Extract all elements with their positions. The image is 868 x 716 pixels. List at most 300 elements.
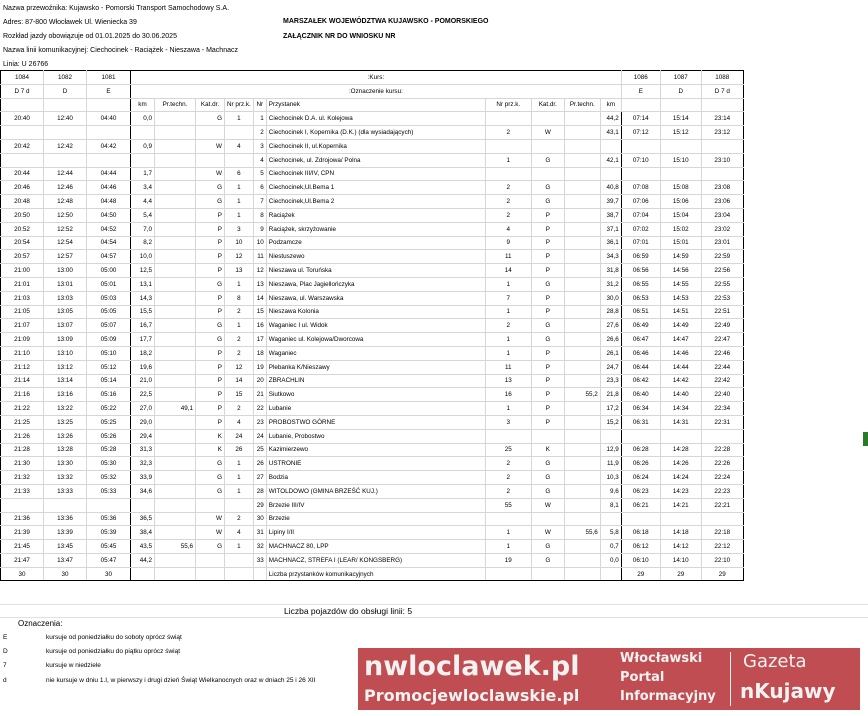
timetable-cell: 21:33 xyxy=(1,484,44,498)
stop-row xyxy=(1,415,744,429)
column-header: Nr xyxy=(253,98,266,112)
legend-text: kursuje w niedziele xyxy=(46,662,101,669)
empty-cell xyxy=(660,98,701,112)
timetable-cell: 05:14 xyxy=(87,374,131,388)
timetable-cell xyxy=(155,208,196,222)
timetable-cell: 20:48 xyxy=(1,195,44,209)
timetable-cell: 5 xyxy=(253,167,266,181)
timetable-cell: G xyxy=(196,484,225,498)
timetable-cell: 05:28 xyxy=(87,443,131,457)
timetable-cell: 21:36 xyxy=(1,512,44,526)
timetable-cell: 14:55 xyxy=(660,277,701,291)
timetable-cell: 23 xyxy=(253,415,266,429)
timetable-cell: 06:40 xyxy=(621,388,660,402)
timetable-cell xyxy=(564,236,600,250)
timetable-cell xyxy=(701,512,743,526)
stop-name: Waganiec xyxy=(266,346,485,360)
timetable-cell: P xyxy=(196,208,225,222)
timetable-cell: 21:14 xyxy=(1,374,44,388)
timetable-cell: 2 xyxy=(225,305,254,319)
gridline xyxy=(0,617,868,618)
timetable-cell: 05:36 xyxy=(87,512,131,526)
timetable-cell: 14:51 xyxy=(660,305,701,319)
timetable-cell: 06:49 xyxy=(621,319,660,333)
column-header: Kat.dr. xyxy=(196,98,225,112)
timetable-cell: 14:23 xyxy=(660,484,701,498)
stop-row xyxy=(1,112,744,126)
timetable-cell: 04:52 xyxy=(87,222,131,236)
timetable-cell: P xyxy=(196,360,225,374)
stop-name: Ciechocinek,Ul.Bema 2 xyxy=(266,195,485,209)
timetable-cell: 55 xyxy=(485,498,531,512)
stop-name: Nieszawa ul. Toruńska xyxy=(266,264,485,278)
timetable-cell: 14:47 xyxy=(660,333,701,347)
timetable-cell: 2 xyxy=(225,333,254,347)
timetable-cell: 05:26 xyxy=(87,429,131,443)
selected-cell-marker xyxy=(863,432,868,446)
timetable-cell: G xyxy=(196,540,225,554)
stop-row xyxy=(1,153,744,167)
timetable-cell: 1 xyxy=(225,471,254,485)
timetable-cell: 28 xyxy=(253,484,266,498)
timetable-cell: 28,8 xyxy=(600,305,621,319)
timetable-cell: 22:28 xyxy=(701,443,743,457)
empty-cell xyxy=(531,567,564,581)
stop-name: Lubanie, Probostwo xyxy=(266,429,485,443)
vehicle-count: Liczba pojazdów do obsługi linii: 5 xyxy=(284,606,413,616)
timetable-cell: 21:03 xyxy=(1,291,44,305)
timetable-cell: P xyxy=(531,305,564,319)
stop-name: MACHNACZ, STREFA I (LEAR/ KONGSBERG) xyxy=(266,553,485,567)
timetable-cell: 12:46 xyxy=(44,181,87,195)
line-name: Nazwa linii komunikacyjnej: Ciechocinek - Raciążek - Nieszawa - Machnacz xyxy=(3,47,238,54)
timetable-cell xyxy=(44,153,87,167)
timetable-cell: 13:07 xyxy=(44,319,87,333)
timetable-cell xyxy=(564,360,600,374)
timetable-cell xyxy=(531,139,564,153)
stop-row xyxy=(1,222,744,236)
timetable-cell: 06:53 xyxy=(621,291,660,305)
stop-row xyxy=(1,512,744,526)
timetable-cell: G xyxy=(196,319,225,333)
timetable-cell: 1 xyxy=(253,112,266,126)
timetable-cell: 06:56 xyxy=(621,264,660,278)
timetable-cell: 20:44 xyxy=(1,167,44,181)
timetable-cell: 23:12 xyxy=(701,126,743,140)
line-number: Linia: U 26766 xyxy=(3,61,49,68)
timetable-cell: 22:26 xyxy=(701,457,743,471)
timetable-cell: 05:00 xyxy=(87,264,131,278)
stop-name: Nieszawa, ul. Warszawska xyxy=(266,291,485,305)
stop-row xyxy=(1,277,744,291)
empty-cell xyxy=(621,98,660,112)
timetable-cell: 05:07 xyxy=(87,319,131,333)
timetable-cell: 21:16 xyxy=(1,388,44,402)
timetable-cell: G xyxy=(196,112,225,126)
timetable-cell: 22:18 xyxy=(701,526,743,540)
timetable-cell: 18 xyxy=(253,346,266,360)
carrier-address: Adres: 87-800 Włocławek Ul. Wieniecka 39 xyxy=(3,19,137,26)
timetable-cell: 15:06 xyxy=(660,195,701,209)
stop-row xyxy=(1,553,744,567)
timetable-cell: 06:51 xyxy=(621,305,660,319)
timetable-cell: 04:48 xyxy=(87,195,131,209)
timetable-cell: 05:22 xyxy=(87,402,131,416)
timetable-cell: 13:09 xyxy=(44,333,87,347)
timetable-cell: 14:10 xyxy=(660,553,701,567)
timetable-cell: 13 xyxy=(253,277,266,291)
timetable-cell: 27,0 xyxy=(131,402,155,416)
timetable-cell xyxy=(155,443,196,457)
timetable-cell xyxy=(155,388,196,402)
timetable-cell: 22:46 xyxy=(701,346,743,360)
timetable-cell xyxy=(87,126,131,140)
timetable-cell xyxy=(621,512,660,526)
timetable-cell: 04:44 xyxy=(87,167,131,181)
timetable-cell: 22:42 xyxy=(701,374,743,388)
timetable-cell xyxy=(564,195,600,209)
timetable-cell: 14:56 xyxy=(660,264,701,278)
timetable-cell xyxy=(196,498,225,512)
timetable-cell: 05:12 xyxy=(87,360,131,374)
timetable-cell: 32 xyxy=(253,540,266,554)
timetable-cell: P xyxy=(531,291,564,305)
timetable-cell: 22:47 xyxy=(701,333,743,347)
timetable-cell: 06:12 xyxy=(621,540,660,554)
timetable-cell: 33 xyxy=(253,553,266,567)
timetable-cell xyxy=(155,222,196,236)
carrier-name: Nazwa przewoźnika: Kujawsko - Pomorski Transport Samochodowy S.A. xyxy=(3,5,230,12)
timetable-cell xyxy=(225,498,254,512)
timetable-cell: 20:42 xyxy=(1,139,44,153)
stop-name: Ciechocinek, ul. Zdrojowa/ Polna xyxy=(266,153,485,167)
timetable-cell: 34,6 xyxy=(131,484,155,498)
timetable-cell: 1 xyxy=(485,526,531,540)
course-mark-cell: D xyxy=(660,84,701,98)
empty-cell xyxy=(1,98,44,112)
stop-name: Nieszawa, Plac Jagiellończyka xyxy=(266,277,485,291)
timetable-cell: 4 xyxy=(225,415,254,429)
stop-row xyxy=(1,333,744,347)
stop-name: Brzezie III/IV xyxy=(266,498,485,512)
timetable-cell: 22:40 xyxy=(701,388,743,402)
timetable-cell xyxy=(531,112,564,126)
timetable-cell: 06:59 xyxy=(621,250,660,264)
stop-row xyxy=(1,126,744,140)
timetable-cell: 05:16 xyxy=(87,388,131,402)
timetable-cell: 22:59 xyxy=(701,250,743,264)
timetable-cell: 23:04 xyxy=(701,208,743,222)
timetable-cell xyxy=(155,415,196,429)
timetable-cell: 1 xyxy=(485,333,531,347)
timetable-cell xyxy=(155,484,196,498)
timetable-cell: 04:54 xyxy=(87,236,131,250)
timetable-cell: 32,3 xyxy=(131,457,155,471)
timetable-cell: P xyxy=(196,250,225,264)
timetable-cell: 3,4 xyxy=(131,181,155,195)
timetable-cell: W xyxy=(531,126,564,140)
timetable-cell xyxy=(155,291,196,305)
column-header: Nr prz.k. xyxy=(485,98,531,112)
timetable-cell xyxy=(1,498,44,512)
timetable-cell: 10,3 xyxy=(600,471,621,485)
timetable-cell xyxy=(131,153,155,167)
timetable-cell: 1 xyxy=(225,540,254,554)
timetable-cell: 06:44 xyxy=(621,360,660,374)
timetable-cell: 21:32 xyxy=(1,471,44,485)
course-number-cell: 1087 xyxy=(660,71,701,85)
stop-row xyxy=(1,498,744,512)
stop-row xyxy=(1,526,744,540)
timetable-cell xyxy=(155,512,196,526)
timetable-cell: 21:39 xyxy=(1,526,44,540)
timetable-cell xyxy=(600,139,621,153)
timetable-cell xyxy=(155,319,196,333)
timetable-cell xyxy=(564,305,600,319)
timetable-cell xyxy=(485,167,531,181)
timetable-cell: 06:34 xyxy=(621,402,660,416)
timetable-cell: 22:55 xyxy=(701,277,743,291)
timetable-cell: 23:10 xyxy=(701,153,743,167)
timetable-cell: 25 xyxy=(253,443,266,457)
timetable-cell: G xyxy=(531,181,564,195)
stop-row xyxy=(1,305,744,319)
column-header: Kat.dr. xyxy=(531,98,564,112)
timetable-cell: 07:08 xyxy=(621,181,660,195)
timetable-cell: 44,2 xyxy=(600,112,621,126)
timetable-cell xyxy=(660,167,701,181)
timetable-cell: G xyxy=(196,277,225,291)
timetable-cell: 15:08 xyxy=(660,181,701,195)
legend-code: d xyxy=(3,677,7,684)
timetable-cell: 07:01 xyxy=(621,236,660,250)
timetable-cell xyxy=(196,153,225,167)
stop-name: Plebanka K/Nieszawy xyxy=(266,360,485,374)
timetable-cell: P xyxy=(531,236,564,250)
timetable-cell: 05:32 xyxy=(87,471,131,485)
timetable-cell: 20:52 xyxy=(1,222,44,236)
timetable-cell: G xyxy=(531,471,564,485)
timetable-cell: 21:12 xyxy=(1,360,44,374)
timetable-cell: 24 xyxy=(253,429,266,443)
timetable-cell: 2 xyxy=(485,484,531,498)
timetable-cell xyxy=(564,291,600,305)
stop-name: Podzamcze xyxy=(266,236,485,250)
timetable-cell: 14:59 xyxy=(660,250,701,264)
timetable-cell: 43,5 xyxy=(131,540,155,554)
timetable-cell: 22 xyxy=(253,402,266,416)
stop-name: Siutkowo xyxy=(266,388,485,402)
timetable-cell: 22:34 xyxy=(701,402,743,416)
timetable-cell: P xyxy=(531,346,564,360)
timetable-cell: 1 xyxy=(225,181,254,195)
empty-cell xyxy=(155,567,196,581)
timetable-cell: 04:40 xyxy=(87,112,131,126)
timetable-cell: 1 xyxy=(485,153,531,167)
timetable-cell xyxy=(564,167,600,181)
timetable-cell: 21:00 xyxy=(1,264,44,278)
timetable-cell: 06:46 xyxy=(621,346,660,360)
timetable-cell: 14:49 xyxy=(660,319,701,333)
stop-row xyxy=(1,457,744,471)
course-mark-cell: D 7 d xyxy=(701,84,743,98)
course-number-row xyxy=(1,71,744,85)
course-mark-cell: D 7 d xyxy=(1,84,44,98)
timetable-cell: 14:42 xyxy=(660,374,701,388)
timetable-cell: 21,0 xyxy=(131,374,155,388)
timetable-cell: 12:42 xyxy=(44,139,87,153)
timetable-cell: 17 xyxy=(253,333,266,347)
timetable-cell: 42,1 xyxy=(600,153,621,167)
timetable-cell xyxy=(155,153,196,167)
timetable-cell: 38,4 xyxy=(131,526,155,540)
timetable-cell xyxy=(701,139,743,153)
timetable-cell: 21:10 xyxy=(1,346,44,360)
timetable-cell: 13:32 xyxy=(44,471,87,485)
timetable-cell: 31,3 xyxy=(131,443,155,457)
timetable-cell: 12:57 xyxy=(44,250,87,264)
timetable-cell: 15:14 xyxy=(660,112,701,126)
timetable-cell: 13:36 xyxy=(44,512,87,526)
timetable-cell xyxy=(660,139,701,153)
column-header: Pr.techn. xyxy=(155,98,196,112)
timetable-cell xyxy=(564,126,600,140)
watermark-site-secondary: Promocjewloclawskie.pl xyxy=(364,686,580,705)
empty-cell xyxy=(131,567,155,581)
timetable-cell xyxy=(196,126,225,140)
stop-row xyxy=(1,471,744,485)
timetable-cell: 55,2 xyxy=(564,388,600,402)
course-number-cell: 1081 xyxy=(87,71,131,85)
timetable-cell: 2 xyxy=(485,471,531,485)
timetable-cell: P xyxy=(196,402,225,416)
timetable-cell: 7 xyxy=(253,195,266,209)
timetable-cell: 55,6 xyxy=(155,540,196,554)
timetable-cell: 14:21 xyxy=(660,498,701,512)
timetable-cell: 15,2 xyxy=(600,415,621,429)
stop-row xyxy=(1,346,744,360)
timetable-cell: G xyxy=(531,540,564,554)
timetable-cell: 2 xyxy=(225,402,254,416)
stop-name: ZBRACHLIN xyxy=(266,374,485,388)
timetable-cell: 14:24 xyxy=(660,471,701,485)
timetable-cell: 16 xyxy=(485,388,531,402)
watermark-portal-line3: Informacyjny xyxy=(620,689,716,704)
timetable-cell xyxy=(564,181,600,195)
timetable-cell: 1 xyxy=(225,319,254,333)
timetable-cell: 23:01 xyxy=(701,236,743,250)
timetable-cell: 10,0 xyxy=(131,250,155,264)
course-mark-cell: :Oznaczenie kursu: xyxy=(131,84,622,98)
timetable-cell: 05:45 xyxy=(87,540,131,554)
timetable-cell: 16 xyxy=(253,319,266,333)
timetable-cell: 1 xyxy=(485,346,531,360)
validity-period: Rozkład jazdy obowiązuje od 01.01.2025 do 30.06.2025 xyxy=(3,33,177,40)
column-header: km xyxy=(131,98,155,112)
timetable-cell: 21 xyxy=(253,388,266,402)
stop-name: Ciechocinek D.A. ul. Kolejowa xyxy=(266,112,485,126)
empty-cell xyxy=(701,98,743,112)
timetable-cell xyxy=(155,167,196,181)
empty-cell xyxy=(253,567,266,581)
timetable-cell: 12 xyxy=(253,264,266,278)
timetable-cell: 27 xyxy=(253,471,266,485)
timetable-cell: 20:46 xyxy=(1,181,44,195)
timetable-cell: 11 xyxy=(485,360,531,374)
timetable-cell xyxy=(485,112,531,126)
timetable-cell: 4,4 xyxy=(131,195,155,209)
timetable-cell xyxy=(564,139,600,153)
timetable-cell: P xyxy=(531,208,564,222)
timetable-cell xyxy=(196,553,225,567)
timetable-cell: 06:47 xyxy=(621,333,660,347)
timetable-cell: G xyxy=(196,195,225,209)
course-number-cell: 1084 xyxy=(1,71,44,85)
timetable-cell: 1 xyxy=(485,540,531,554)
column-header: Pr.techn. xyxy=(564,98,600,112)
timetable-cell: 12,5 xyxy=(131,264,155,278)
timetable-cell: 13:10 xyxy=(44,346,87,360)
timetable-cell: 15 xyxy=(253,305,266,319)
timetable-cell: 23:08 xyxy=(701,181,743,195)
timetable-cell: 12:48 xyxy=(44,195,87,209)
timetable-cell: 14:53 xyxy=(660,291,701,305)
timetable-cell: 3 xyxy=(485,415,531,429)
timetable-cell: 15,5 xyxy=(131,305,155,319)
timetable-cell: 9 xyxy=(485,236,531,250)
timetable-cell: 33,9 xyxy=(131,471,155,485)
timetable-cell xyxy=(1,126,44,140)
timetable-cell xyxy=(225,553,254,567)
timetable-cell: 06:10 xyxy=(621,553,660,567)
timetable-cell xyxy=(600,512,621,526)
timetable-cell: G xyxy=(531,553,564,567)
timetable-cell: 21:26 xyxy=(1,429,44,443)
timetable-cell xyxy=(155,471,196,485)
timetable-cell: 37,1 xyxy=(600,222,621,236)
stop-row xyxy=(1,402,744,416)
timetable-cell: 12 xyxy=(225,360,254,374)
timetable-cell: 13 xyxy=(485,374,531,388)
timetable-cell: 20:40 xyxy=(1,112,44,126)
timetable-cell xyxy=(564,443,600,457)
timetable-cell: K xyxy=(531,443,564,457)
timetable-cell: P xyxy=(196,374,225,388)
timetable-cell: 25 xyxy=(485,443,531,457)
timetable-cell: 14:12 xyxy=(660,540,701,554)
timetable-cell: G xyxy=(196,471,225,485)
timetable-cell: 18,2 xyxy=(131,346,155,360)
timetable-cell: G xyxy=(531,319,564,333)
stop-row xyxy=(1,443,744,457)
timetable-cell: G xyxy=(531,333,564,347)
timetable-cell: P xyxy=(531,415,564,429)
timetable-cell: 13:05 xyxy=(44,305,87,319)
timetable-cell: 0,0 xyxy=(600,553,621,567)
stop-name: USTRONIE xyxy=(266,457,485,471)
timetable-cell: 05:03 xyxy=(87,291,131,305)
timetable-cell: 19,6 xyxy=(131,360,155,374)
timetable-cell: 23:06 xyxy=(701,195,743,209)
timetable-cell: 15 xyxy=(225,388,254,402)
timetable-cell: 31 xyxy=(253,526,266,540)
timetable-cell: 43,1 xyxy=(600,126,621,140)
stop-row xyxy=(1,167,744,181)
stop-name: Nieszawa Kolonia xyxy=(266,305,485,319)
timetable-cell: G xyxy=(531,153,564,167)
stop-count-label: Liczba przystanków komunikacyjnych xyxy=(266,567,485,581)
timetable-cell: 11 xyxy=(253,250,266,264)
